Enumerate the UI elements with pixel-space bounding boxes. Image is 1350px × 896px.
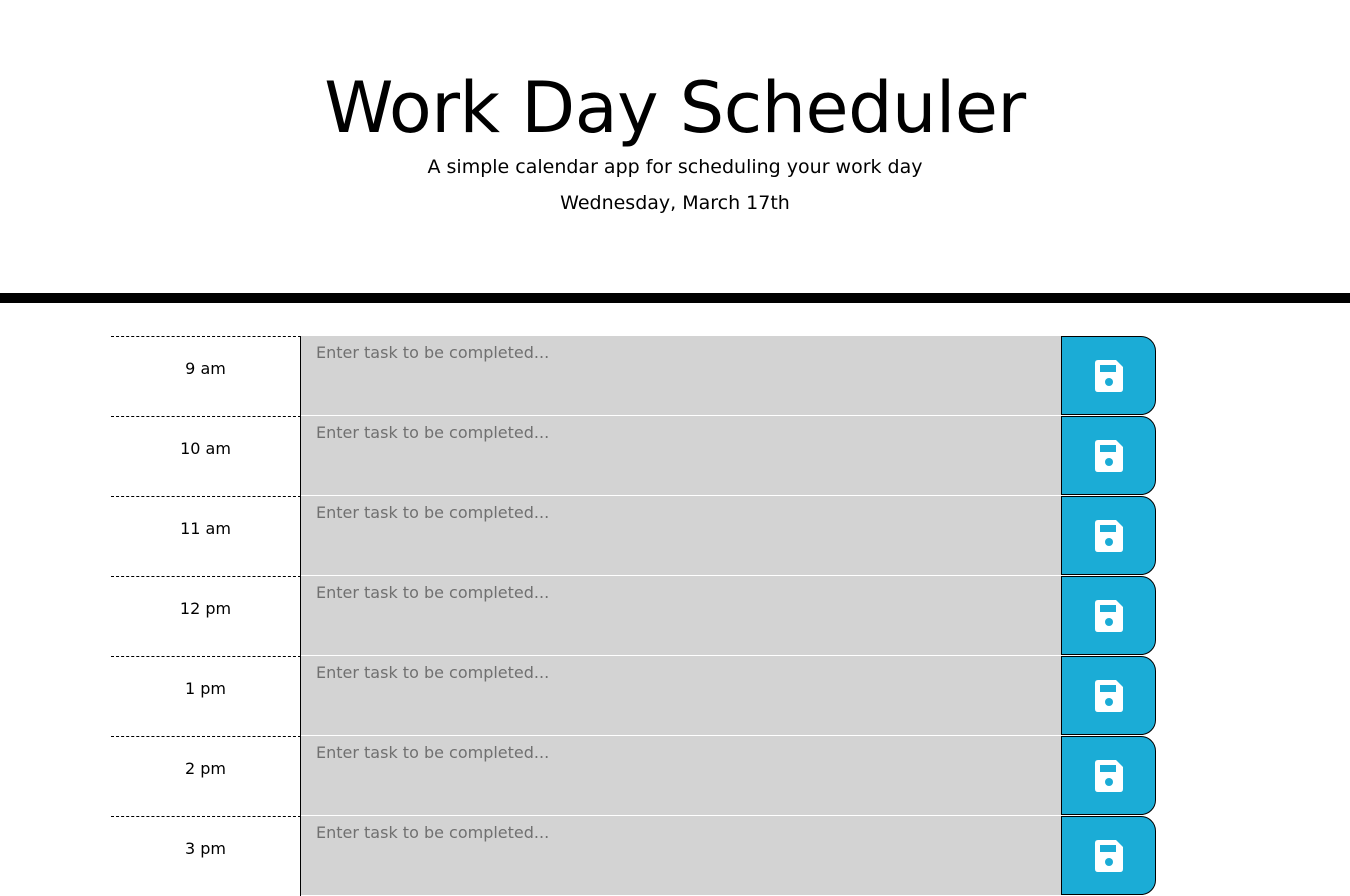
- floppy-disk-icon: [1095, 360, 1123, 392]
- floppy-disk-icon: [1095, 840, 1123, 872]
- time-block: [111, 736, 1156, 816]
- task-input[interactable]: [301, 496, 1061, 576]
- save-button[interactable]: [1061, 576, 1156, 655]
- save-button[interactable]: [1061, 336, 1156, 415]
- task-input[interactable]: [301, 816, 1061, 896]
- floppy-disk-icon: [1095, 760, 1123, 792]
- header-divider: [0, 293, 1350, 303]
- time-block: [111, 656, 1156, 736]
- hour-label: 11 am: [111, 496, 301, 576]
- time-block: [111, 576, 1156, 656]
- header: [0, 0, 1350, 293]
- hour-label: 1 pm: [111, 656, 301, 736]
- floppy-disk-icon: [1095, 680, 1123, 712]
- schedule-container: [111, 336, 1156, 896]
- floppy-disk-icon: [1095, 520, 1123, 552]
- page-title: Work Day Scheduler: [324, 67, 1026, 149]
- time-block: [111, 496, 1156, 576]
- hour-label: 3 pm: [111, 816, 301, 896]
- time-block: [111, 816, 1156, 896]
- save-button[interactable]: [1061, 816, 1156, 895]
- time-block: [111, 416, 1156, 496]
- hour-label: 9 am: [111, 336, 301, 416]
- task-input[interactable]: [301, 656, 1061, 736]
- floppy-disk-icon: [1095, 440, 1123, 472]
- task-input[interactable]: [301, 336, 1061, 416]
- hour-label: 10 am: [111, 416, 301, 496]
- floppy-disk-icon: [1095, 600, 1123, 632]
- hour-label: 2 pm: [111, 736, 301, 816]
- task-input[interactable]: [301, 576, 1061, 656]
- save-button[interactable]: [1061, 656, 1156, 735]
- save-button[interactable]: [1061, 736, 1156, 815]
- task-input[interactable]: [301, 736, 1061, 816]
- save-button[interactable]: [1061, 496, 1156, 575]
- hour-label: 12 pm: [111, 576, 301, 656]
- page-subtitle: A simple calendar app for scheduling your work day: [427, 156, 923, 178]
- save-button[interactable]: [1061, 416, 1156, 495]
- current-day: Wednesday, March 17th: [560, 192, 790, 214]
- time-block: [111, 336, 1156, 416]
- task-input[interactable]: [301, 416, 1061, 496]
